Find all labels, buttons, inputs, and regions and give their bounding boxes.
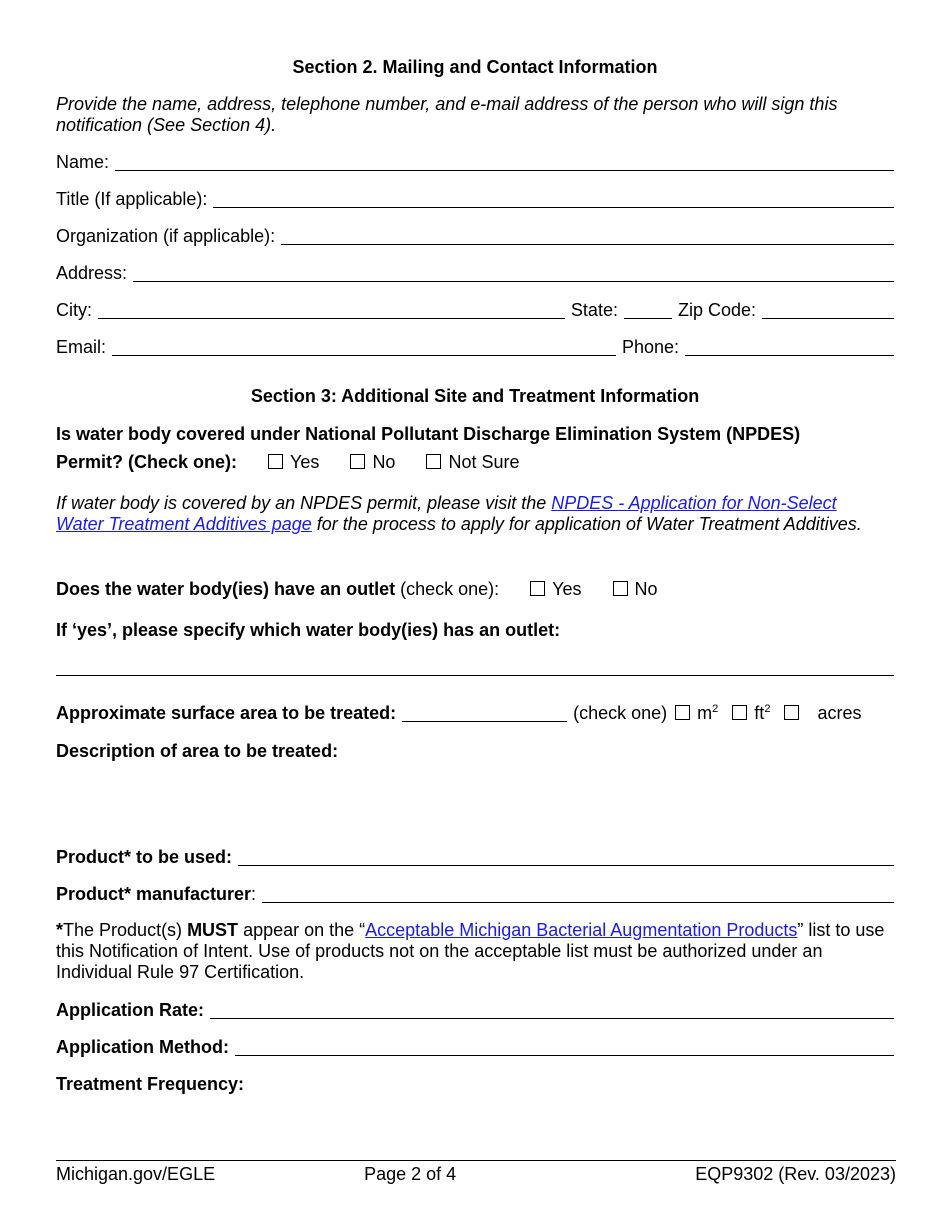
product-field[interactable] <box>238 847 894 866</box>
npdes-not-sure-checkbox[interactable] <box>426 454 441 469</box>
organization-row <box>56 223 894 247</box>
manufacturer-label: Product* manufacturer <box>56 884 252 904</box>
organization-label: Organization (if applicable): <box>56 226 276 246</box>
manufacturer-row <box>56 881 894 905</box>
city-label: City: <box>56 300 92 320</box>
npdes-question: Is water body covered under National Pollutant Discharge Elimination System (NPDES) <box>56 424 801 444</box>
area-m2-option[interactable] <box>675 703 718 724</box>
application-method-field[interactable] <box>235 1037 894 1056</box>
area-m-label: m <box>697 703 713 723</box>
npdes-note-pre: If water body is covered by an NPDES permit, please visit the <box>56 493 552 513</box>
area-ft-sup: 2 <box>764 703 771 715</box>
zip-field[interactable] <box>762 300 894 319</box>
npdes-yes-option[interactable] <box>268 452 319 472</box>
city-row <box>56 297 894 321</box>
acceptable-products-link[interactable]: Acceptable Michigan Bacterial Augmentation Products <box>365 920 798 940</box>
city-field[interactable] <box>98 300 565 319</box>
area-ft2-option[interactable] <box>732 703 770 724</box>
area-m-sup: 2 <box>712 703 719 715</box>
note-post: ” list to use this Notification of Intent. Use of products not on the acceptable list must be authorized under an Individual Rule 97 Certification. <box>56 920 885 982</box>
outlet-no-checkbox[interactable] <box>613 581 628 596</box>
area-ft2-checkbox[interactable] <box>732 705 747 720</box>
name-row <box>56 149 894 173</box>
npdes-no-checkbox[interactable] <box>350 454 365 469</box>
manufacturer-field[interactable] <box>262 884 894 903</box>
area-acres-label: acres <box>817 703 862 723</box>
area-field[interactable] <box>402 703 567 722</box>
npdes-application-link[interactable]: NPDES - Application for Non-Select Water Treatment Additives page <box>56 493 837 534</box>
description-label: Description of area to be treated: <box>56 741 339 761</box>
npdes-yes-label: Yes <box>290 452 320 472</box>
outlet-no-option[interactable] <box>613 579 658 599</box>
title-field[interactable] <box>213 189 894 208</box>
area-row <box>56 700 894 724</box>
application-method-label: Application Method: <box>56 1037 229 1057</box>
outlet-check-hint: (check one): <box>400 579 500 599</box>
npdes-not-sure-label: Not Sure <box>448 452 520 472</box>
area-ft-label: ft <box>754 703 765 723</box>
footer-website: Michigan.gov/EGLE <box>56 1164 216 1184</box>
phone-label: Phone: <box>621 337 679 357</box>
application-rate-row <box>56 997 894 1021</box>
note-pre: The Product(s) <box>63 920 188 940</box>
section2-title: Section 2. Mailing and Contact Information <box>292 57 658 77</box>
note-must: MUST <box>187 920 239 940</box>
zip-label: Zip Code: <box>677 300 756 320</box>
application-method-row <box>56 1034 894 1058</box>
npdes-yes-checkbox[interactable] <box>268 454 283 469</box>
address-field[interactable] <box>133 263 894 282</box>
product-label: Product* to be used: <box>56 847 233 867</box>
email-row <box>56 334 894 358</box>
outlet-row <box>56 579 658 600</box>
note-star: * <box>56 920 64 940</box>
name-field[interactable] <box>115 152 894 171</box>
area-label: Approximate surface area to be treated: <box>56 703 397 723</box>
outlet-yes-option[interactable] <box>530 579 581 599</box>
npdes-no-label: No <box>372 452 396 472</box>
npdes-question-line2: Permit? (Check one): <box>56 452 238 472</box>
address-label: Address: <box>56 263 128 283</box>
name-label: Name: <box>56 152 110 172</box>
area-check-hint: (check one) <box>573 703 668 723</box>
npdes-not-sure-option[interactable] <box>426 452 519 472</box>
outlet-specify-label: If ‘yes’, please specify which water body(ies) has an outlet: <box>56 620 561 640</box>
organization-field[interactable] <box>281 226 894 245</box>
section3-title: Section 3: Additional Site and Treatment Information <box>250 386 700 406</box>
footer-form-id: EQP9302 (Rev. 03/2023) <box>695 1164 896 1184</box>
page-footer <box>56 1160 896 1185</box>
area-m2-checkbox[interactable] <box>675 705 690 720</box>
footer-page-number: Page 2 of 4 <box>364 1164 457 1184</box>
treatment-frequency-label: Treatment Frequency: <box>56 1074 245 1094</box>
product-note <box>56 920 896 983</box>
state-field[interactable] <box>624 300 672 319</box>
outlet-no-label: No <box>634 579 658 599</box>
title-label: Title (If applicable): <box>56 189 208 209</box>
npdes-note <box>56 493 886 535</box>
npdes-options-row <box>56 452 520 473</box>
application-rate-label: Application Rate: <box>56 1000 205 1020</box>
outlet-yes-checkbox[interactable] <box>530 581 545 596</box>
address-row <box>56 260 894 284</box>
email-field[interactable] <box>112 337 616 356</box>
npdes-no-option[interactable] <box>350 452 395 472</box>
npdes-note-post: for the process to apply for application of Water Treatment Additives. <box>311 514 862 534</box>
phone-field[interactable] <box>685 337 894 356</box>
state-label: State: <box>570 300 618 320</box>
outlet-yes-label: Yes <box>552 579 582 599</box>
outlet-specify-field[interactable] <box>56 675 894 676</box>
manufacturer-colon: : <box>251 884 257 904</box>
application-rate-field[interactable] <box>210 1000 894 1019</box>
email-label: Email: <box>56 337 107 357</box>
title-row <box>56 186 894 210</box>
section2-instructions: Provide the name, address, telephone number, and e-mail address of the person who will sign this notification (See Section 4). <box>56 94 838 135</box>
product-row <box>56 844 894 868</box>
outlet-question: Does the water body(ies) have an outlet <box>56 579 396 599</box>
area-acres-option[interactable] <box>784 703 861 724</box>
area-acres-checkbox[interactable] <box>784 705 799 720</box>
note-mid: appear on the “ <box>238 920 366 940</box>
